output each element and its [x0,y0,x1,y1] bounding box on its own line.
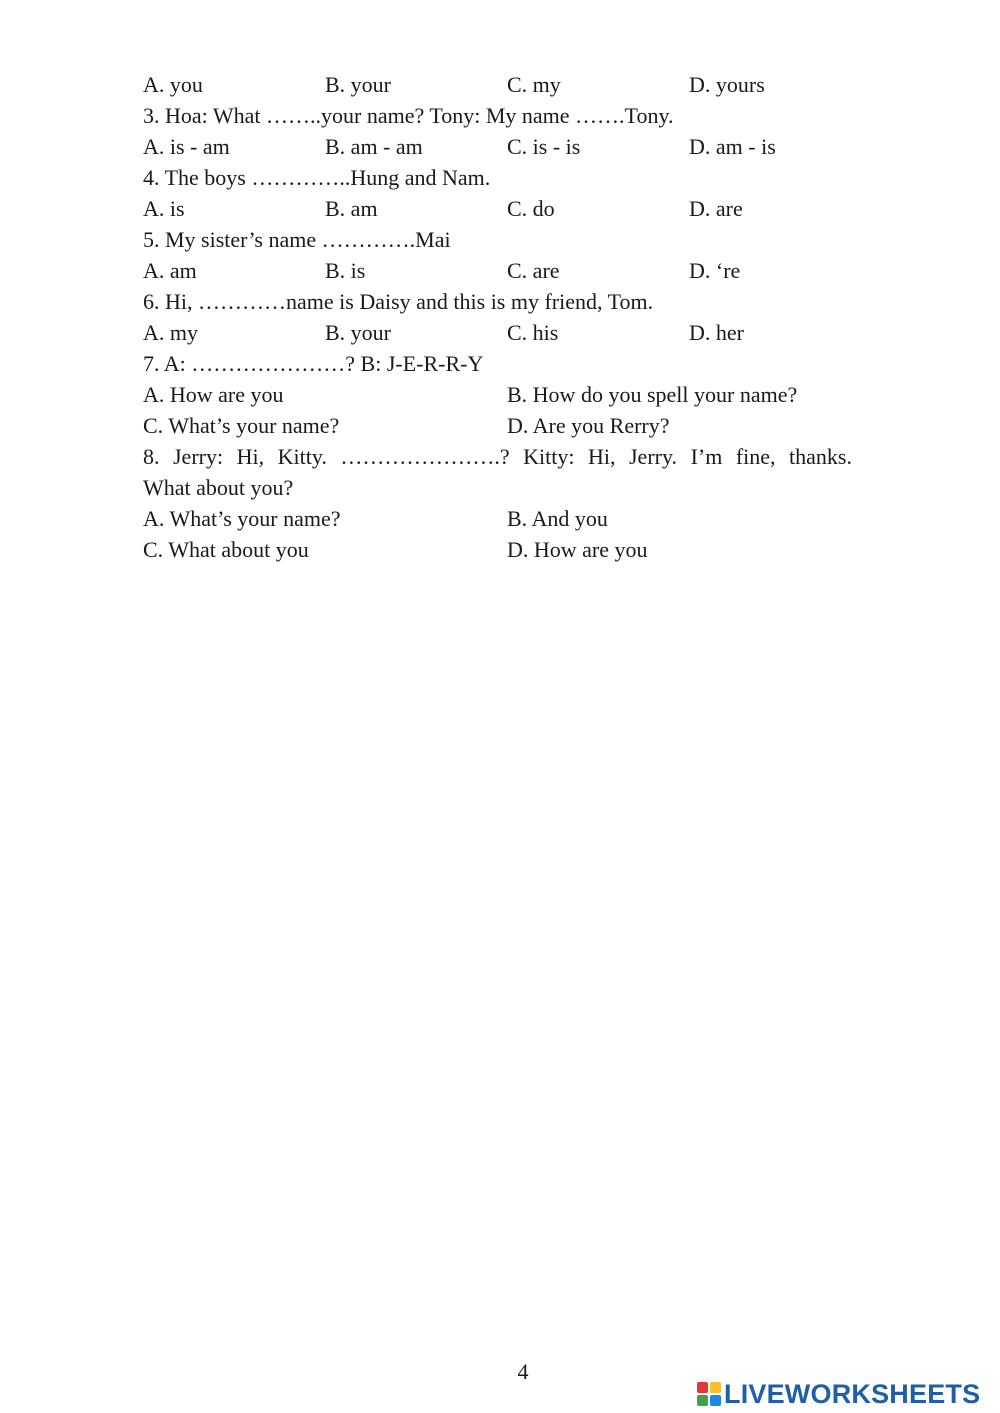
question-8-word: Jerry. [629,444,678,469]
option-c[interactable]: C. do [507,196,555,221]
option-d[interactable]: D. her [689,320,744,345]
question-6-text: 6. Hi, …………name is Daisy and this is my friend, Tom. [143,289,654,314]
question-8-word: Hi, [236,444,265,469]
logo-square [697,1382,708,1393]
question-8-word: Kitty: [523,444,575,469]
liveworksheets-logo[interactable] [697,1378,980,1410]
worksheet-content [143,69,855,565]
question-8-text-cont: What about you? [143,475,294,500]
option-c[interactable]: C. my [507,72,561,97]
logo-square [710,1395,721,1406]
option-a[interactable]: A. my [143,320,198,345]
question-4-text: 4. The boys …………..Hung and Nam. [143,165,491,190]
question-8-word: Jerry: [173,444,224,469]
question-8-word: Hi, [588,444,616,469]
question-8-word: thanks. [789,444,852,469]
option-d[interactable]: D. are [689,196,743,221]
option-d[interactable]: D. am - is [689,134,776,159]
question-7-text: 7. A: …………………? B: J-E-R-R-Y [143,351,484,376]
question-8-word: fine, [735,444,776,469]
option-a[interactable]: A. is - am [143,134,230,159]
page-number: 4 [517,1359,529,1384]
option-b[interactable]: B. is [325,258,366,283]
question-2-options [143,69,855,100]
logo-icon [697,1382,721,1406]
question-8-blank: ………………….? [340,444,510,469]
option-b[interactable]: B. am - am [325,134,423,159]
question-4-options [143,193,855,224]
option-c[interactable]: C. What about you [143,537,309,562]
option-b[interactable]: B. your [325,320,391,345]
option-a[interactable]: A. am [143,258,197,283]
question-8-options-row-2 [143,534,855,565]
logo-square [697,1395,708,1406]
option-c[interactable]: C. are [507,258,560,283]
question-3-text: 3. Hoa: What ……..your name? Tony: My name …….Tony. [143,103,674,128]
question-8-word: Kitty. [277,444,327,469]
option-c[interactable]: C. What’s your name? [143,413,340,438]
option-d[interactable]: D. yours [689,72,765,97]
question-7-options-row-2 [143,410,855,441]
question-3-options [143,131,855,162]
question-8-word: 8. [143,444,160,469]
option-b[interactable]: B. How do you spell your name? [507,382,798,407]
option-d[interactable]: D. Are you Rerry? [507,413,670,438]
question-7-options-row-1 [143,379,855,410]
logo-square [710,1382,721,1393]
question-8-text [143,441,852,472]
question-8-word: I’m [690,444,723,469]
option-b[interactable]: B. am [325,196,378,221]
option-c[interactable]: C. is - is [507,134,581,159]
option-d[interactable]: D. ‘re [689,258,741,283]
question-6-options [143,317,855,348]
option-d[interactable]: D. How are you [507,537,648,562]
question-8-options-row-1 [143,503,855,534]
option-a[interactable]: A. you [143,72,203,97]
option-b[interactable]: B. your [325,72,391,97]
question-5-text: 5. My sister’s name ………….Mai [143,227,451,252]
option-a[interactable]: A. What’s your name? [143,506,341,531]
question-5-options [143,255,855,286]
logo-text: LIVEWORKSHEETS [724,1379,981,1409]
option-a[interactable]: A. is [143,196,185,221]
option-a[interactable]: A. How are you [143,382,284,407]
option-c[interactable]: C. his [507,320,559,345]
option-b[interactable]: B. And you [507,506,608,531]
